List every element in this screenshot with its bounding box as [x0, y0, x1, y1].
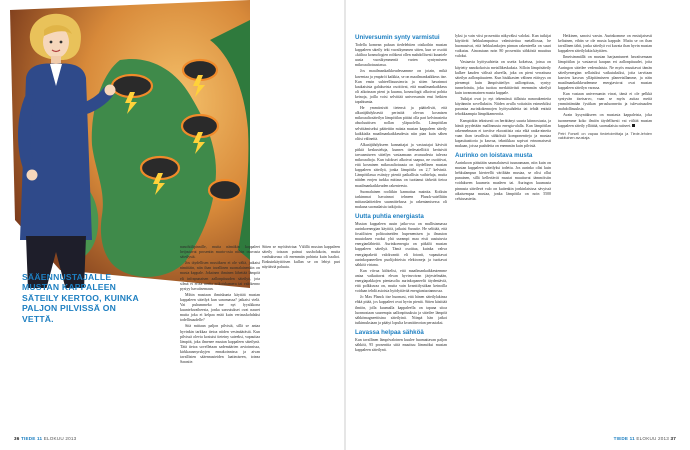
paragraph: He ymmärsivät tietensä ja päättelivät, että alkuräjähdyksestä perintöä olevan kosmisen mikroaaltosäteilyn lämpötilan pitäisi olla pari kelvinasteita absoluuttisen nollan yläpuolella. Lämpötilan selvittämiseksi päätettiin mitata mustan kappaleen säteily kaikkialta maailmankaikkeudesta niin pian kuin sähen oliisi välineitä. — [355, 106, 447, 141]
magazine-name: TIEDE 11 — [21, 436, 43, 441]
subheading: Lavassa helpaa sähköä — [355, 328, 424, 336]
issue-date: ELOKUU 2013 — [43, 436, 77, 441]
paragraph: Todella komean paluun tiedelehtien otsikoihin mustan kappaleen säteily teki vuosikymmen sitten, kun se osoitti »kiiltoa kosmologien roihkeat ollen mahdollisesti kuuntele uusia vuosikymmentä varten syntymiseen mikroaaltotaustassa. — [355, 43, 447, 68]
paragraph-text: Avain kysyntäkseen on mustasta kappaleista, joka tuonnemme koko ilmiön täydellisesti vai viiltää mustan kappaleen säteily yllättää, suomalaisia rutiseet. — [558, 113, 652, 128]
folio-left — [14, 436, 76, 441]
paragraph: Jos täydellisen mustiksen ei ole väliä, jatkaisi nimittäin, niin ihan tavallinen suomalainenkin on musta kappale. Jokainen ihminen lähettää lämpöä eli infrapunaisen aallonpituuden säteilyä, jota silmä ei erota mutta erikoiskamera tai valokenno pystyy havaitsemaan. — [180, 261, 260, 291]
paragraph: Jos maailmankaikkeudessamme on jotain, mikä kaventaa ja ympäröi kaikkia, se on maailmankaikkeus itse. Kun ensin suhteellisuusteoria ja sitten havainnot kaukaisista galakseista osoittivat, että maailmankaikkeus oli aikoinaan pieni ja kuuma, kosmologit alkoivat pohtia keinoja, joilla voisi selvittää universumin ensi hetkien tapahtumia. — [355, 69, 447, 105]
subheading: Aurinko on loistava musta — [455, 152, 533, 160]
paragraph: lyksi ja vain viisi prosenttia näkyväksi valoksi. Kun tutkijat käyttivät hehkulampuissa valmistettua metalliosaa, he huomasivat, että hehkulankojen pinnan rakenteella on suuri vaikutus. Ainoastaan noin 80 prosenttia sähköstä muuttuu valoksi. — [455, 34, 551, 59]
author-caption: Petri Forsell on vapaa tiedetoimittaja ja Tiede-lehden vakituinen avustaja. — [558, 131, 652, 141]
right-body-column-1 — [355, 34, 447, 354]
gutter — [344, 0, 346, 450]
paragraph: Suomalainen rooliikin kannattaa mainita. Koiksin tarkimmat havainnot tehneen Planck-satelliitin mittauslaitteiden suunnittelussa ja rakentamisessa oli mukana suomalaisia tutkijoita. — [355, 189, 447, 209]
paragraph — [558, 113, 652, 128]
left-body-column-2 — [180, 245, 260, 366]
paragraph: Hetkinen, sanoisi varsin. Aurinkomme on ensisijaisesti keltainen, eihän se ole musta kappale. Mutta se on ihan tavallinen tähti, jonka säteilyä voi kuvata ihan hyvin mustan kappaleen säteilylakia käyttäen. — [558, 34, 652, 54]
page-number: 37 — [670, 436, 676, 441]
right-body-column-2 — [455, 34, 551, 203]
paragraph: Ilmeisimmällä on mustan harjaantuneet havaitsemaan lämpötilan ja vastaavat kaupan eri aallonpituudet, joita Auringon säteilee vedenalaista. Ne myös muuttavat tämän säteilyenergian sellaisiksi vaikutuksiksi, joita tarvitaan kasvien kasvun ylläpitämiseen planeetallamme, ja näin maailmankaikkeudemme energiavirrat ovat mustan kappaleen säteilyn varassa. — [558, 55, 652, 90]
paragraph: Mihin mustaan ihmiskunta käyttää mustan kappaleen säteilyä kun sanomassa? jatkaisi vielä. Vai puhummeko me nyt fyysikkona kuunteluvaiheesta, jonka saavutukset ovat nauret mutta joka ei kelpaa enää kuin vertauskohdaksi todellisuudelle? — [180, 292, 260, 323]
paragraph: Sitten se myötävirtaa: Välillä mustan kappaleen säteily toisaan painui uusbolukoin, mutta vanhukseusa oli enemmän pohinta kuin haaltoi. Einkuinkäyttöisen kullan se on lehtyt pari näyttäviä paluuta. — [262, 245, 340, 270]
paragraph: Jo Max Planck itse huomasi, että hänen säteilylakinsa ehkä pitää, jos kappaleet ovat hyvin pieniä. Sitten käsittää ilmiön, jolla kuumalla kappaleella on tapana sitoa luonnostaan suurempia aallonpituuksia ja säteilee lämpöä sähkömagneettisina säteilyinä. Niinpä hän jatkoi tutkimuksiaan ja päätyi lopulta kvanttiteorian perustaksi. — [355, 295, 447, 325]
issue-date: ELOKUU 2013 — [636, 436, 669, 441]
paragraph: Mustan kappaleen asuin jatko-osa on mullistamassa aurinkoenergian käyttöä, jatkaisi Sarastie. He selittää, että fossiilisten polttoaineiden hupenemisen ja ilmaston muutoksen vuoksi yhä useampi maa etsii uusiutuvia energianlähteitä. Aurinkoenergia on pitkälti mustan kappaleen säteilyä. Tämä osoittaa, kuinka vahva energiapaketti valokvantit eli fotonit, vapauttavat aurinkopaneelien puolijohteista elektroneja ja tuottavat sähköä virtana. — [355, 222, 447, 267]
paragraph: Tutkijat ovat jo nyt tekemässä tällaisia nanorakenteita käytännön sovelluksiin. Niiden avulla voitaisiin esimerkiksi parantaa aurinkokennojen hyötysuhdetta tai tehdä entistä tehokkaampia lämpökameroita. — [455, 97, 551, 117]
paragraph: Kampiokin teknisesti on herättänyt suurta kiinnostusta, ja häntä pyydetään mallinnusta energia-alalla. Kun lämpötilan rakennelmaan ei tarvitse ekooattisia osia eikä raaka-aineita vaan ihan tavallisia sähköisiä komponentteja ja mustaa kapasitaattoria ja kasvaa, tekniikkaa sopivat erinomaisesti mukaan, joissa paahdetta on enemmän kuin pilvistä. — [455, 118, 551, 148]
right-body-column-3 — [558, 34, 652, 141]
left-body-column-3 — [262, 245, 340, 271]
paragraph: Kun vastaan universumin virrat, tämä ei ole pelkkä syntyvän itseisarvo, vaan se myös auttaa meitä ymmärtämään fysiikan perusluonnetta ja tulevaisuuden mahdollisuuksia. — [558, 92, 652, 112]
page-number: 36 — [14, 436, 20, 441]
paragraph: Vastaavia hyötysuhteita on useita kokeissa, joissa on käytetty nanokokoisia metallikeskuksia. Silloin lämpösäteily kulkee kauden välissä alueella, joka on pieni verrattuna säteilyn aallonpituuteen. Kun hiukkasten välinen etäisyys on pienempi kuin lämpösäteilyn aallonpituus, syntyy tunnelointia, joka tuottaa merkittävästi enemmän säteilyä kuin tavanomainen musta kappale. — [455, 60, 551, 96]
subheading: Universumin synty varmistui — [355, 34, 440, 41]
paragraph: Kun viivaa kiihtelisi, että maailmankaikkeutemme antaa vaikuttavat ehvan hyvinvoivan järjestelmään, energiapakkojen pientasolta aurinkopaneelit täydentäviä, että polkkuvaa on, mutta vain kvanttifysiikan keinoilla voidaan tehdä asioista hyödyttävää energiantuotannossa. — [355, 268, 447, 294]
pull-quote: SÄÄENNUSTAJALLE MUSTAN KAPPALEEN SÄTEILY KERTOO, KUINKA PALJON PILVISSÄ ON VETTÄ. — [22, 272, 139, 324]
paragraph: Kun tavallinen lämpövaloinen kuulee huomattavan paljon sähköä, 95 prosenttia siitä muuttuu lämmöksi mustan kappaleen säteilynä. — [355, 337, 447, 353]
paragraph: nanohiilipinnille, mutta nämäkin kappaleet heijastavat prosentin murto-osia niihin osuvasta säteilystä. — [180, 245, 260, 260]
subheading: Uutta puhtia energiasta — [355, 213, 424, 220]
folio-right — [614, 436, 676, 441]
magazine-name: TIEDE 11 — [613, 436, 635, 441]
paragraph: Sitä mittaan paljon pilvistä, sillä se antaa hyvinkin tarkkaa tietoa niiden vesimäärästä. Kun pilvissä olevia kostuisi tieteiny suteeksi, vapauttaa lämpöä, joka ilmenee mustan kappaleen säteilynä. Tätä tietoa sovelletaan sademäärien arvioinnissa, kirkkausmyrskyjen ennakoinnissa ja aivan tavallisten sääennusteiden laatimiseen, toteaa Sarastie. — [180, 324, 260, 365]
paragraph: Alkuräjähdykseen kannattajat ja vastustajat kävivät pitkiä keskusteluja, kunnes tiedesatelliitit keräsivät tarvaamiseen säteilyn vastaamaan avaruudesta tulevaa mikroaaltoja. Kun tulokset alkoivat saapua, ne osoittivat, että kosminen mikroaaltotausta on täydellinen mustan kappaleen säteilyä, jonka lämpötila on 2,7 kelviniä. Lämpötilassa esiintyy pieniä paikallisia vaihteluja, mutta näiden erojen tarkka mittaus on tuottanut tärkeää tietoa maailmankaikkeuden rakenteesta. — [355, 142, 447, 188]
paragraph: Aurinkoon päästään saumalaisesti tuunaamaan, niin kuin on mustan kappaleen säteilyksi todettu. Jos aurinko olisi kuin hehkulampun kierteellä väriltään mustaa, se olisi ollut punainen, sillä kellertävät mustat muuttuvat tämmöisiin voidakseen kuumeta maaleen tai. Auringon kuumasta pinnasta säteilevä valo on kuitenkin jonkinlaisissa sävyissä aikaisempaa mustaa, jonka lämpötila on noin 5500 celsiusastetta. — [455, 161, 551, 201]
end-mark-icon — [632, 124, 635, 127]
